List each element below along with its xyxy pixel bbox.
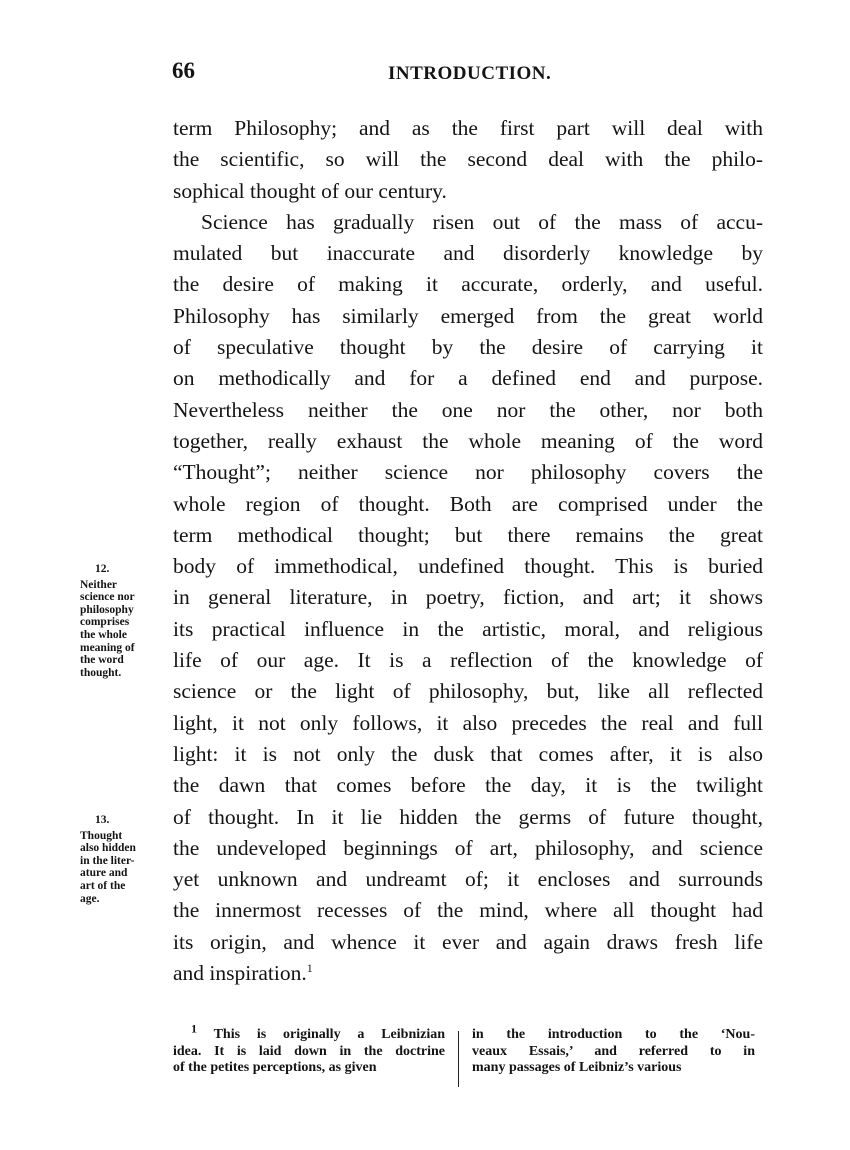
column-divider — [458, 1031, 459, 1087]
text-line: on methodically and for a defined end and purpose. — [173, 366, 763, 391]
text-line: whole region of thought. Both are comprised under the — [173, 491, 763, 516]
sidenote-line: meaning of — [80, 641, 135, 654]
text-line: of speculative thought by the desire of carrying it — [173, 335, 763, 360]
text-line: mulated but inaccurate and disorderly knowledge by — [173, 241, 763, 266]
text-line: light, it not only follows, it also precedes the real and full — [173, 710, 763, 735]
footnote-left-column — [173, 1021, 446, 1077]
sidenote-line: thought. — [80, 666, 122, 679]
running-head: INTRODUCTION. — [388, 63, 552, 84]
page-number: 66 — [172, 58, 195, 83]
text-line: science or the light of philosophy, but, like all reflected — [173, 679, 763, 704]
text-line: light: it is not only the dusk that comes after, it is also — [173, 741, 763, 766]
footnote-line — [173, 1021, 446, 1044]
text-line: its practical influence in the artistic, moral, and religious — [173, 616, 763, 641]
text-line: Philosophy has similarly emerged from the great world — [173, 303, 763, 328]
footnote-line: of the petites perceptions, as given — [173, 1060, 377, 1075]
body-text — [173, 113, 763, 989]
sidenote-line: Neither — [80, 578, 118, 591]
footnote-line-text: This is originally a Leibnizian — [213, 1027, 446, 1042]
footnote-right-column — [472, 1027, 755, 1077]
text-line: yet unknown and undreamt of; it encloses and surrounds — [173, 867, 763, 892]
sidenote-13 — [80, 814, 136, 905]
text-line-content: and inspiration. — [173, 961, 307, 986]
sidenote-line: science nor — [80, 591, 135, 604]
footnote-line: veaux Essais,’ and referred to in — [472, 1043, 755, 1059]
sidenote-line: the word — [80, 654, 124, 667]
text-line: the undeveloped beginnings of art, philosophy, and science — [173, 835, 763, 860]
text-line: sophical thought of our century. — [173, 178, 447, 203]
text-line: life of our age. It is a reflection of the knowledge of — [173, 648, 763, 673]
text-line: together, really exhaust the whole meaning of the word — [173, 428, 763, 453]
sidenote-line: art of the — [80, 879, 126, 892]
text-line: term methodical thought; but there remains the great — [173, 522, 763, 547]
footnote-number: 1 — [191, 1021, 197, 1036]
text-line: term Philosophy; and as the first part will deal with — [173, 116, 763, 140]
text-line: body of immethodical, undefined thought. This is buried — [173, 554, 763, 579]
sidenote-line: age. — [80, 892, 100, 905]
sidenote-line: also hidden — [80, 842, 136, 855]
footnote-line: many passages of Leibniz’s various — [472, 1060, 682, 1075]
sidenote-number: 13. — [95, 814, 110, 826]
text-line: “Thought”; neither science nor philosophy covers the — [173, 460, 763, 485]
footnote-line: idea. It is laid down in the doctrine — [173, 1043, 445, 1059]
text-line: the dawn that comes before the day, it is the twilight — [173, 773, 763, 798]
sidenote-line: the whole — [80, 628, 127, 641]
sidenote-line: Thought — [80, 829, 123, 842]
footnotes — [173, 1021, 763, 1089]
text-line: the desire of making it accurate, orderly, and useful. — [173, 272, 763, 297]
text-line: its origin, and whence it ever and again draws fresh life — [173, 929, 763, 954]
text-line: the innermost recesses of the mind, where all thought had — [173, 898, 763, 923]
sidenote-line: ature and — [80, 867, 128, 880]
text-line: the scientific, so will the second deal with the philo- — [173, 147, 763, 172]
text-line: of thought. In it lie hidden the germs of future thought, — [173, 804, 763, 829]
sidenote-12 — [80, 563, 135, 679]
sidenote-line: comprises — [80, 616, 130, 629]
paragraph-start-line: Science has gradually risen out of the mass of accu- — [201, 209, 763, 234]
text-line-last — [173, 958, 763, 989]
footnote-marker: 1 — [306, 960, 313, 975]
text-line: in general literature, in poetry, fiction, and art; it shows — [173, 585, 763, 610]
sidenote-line: philosophy — [80, 603, 134, 616]
sidenote-line: in the liter- — [80, 854, 135, 867]
footnote-line: in the introduction to the ‘Nou- — [472, 1027, 755, 1042]
sidenote-number: 12. — [95, 563, 110, 575]
text-line: Nevertheless neither the one nor the other, nor both — [173, 397, 763, 422]
